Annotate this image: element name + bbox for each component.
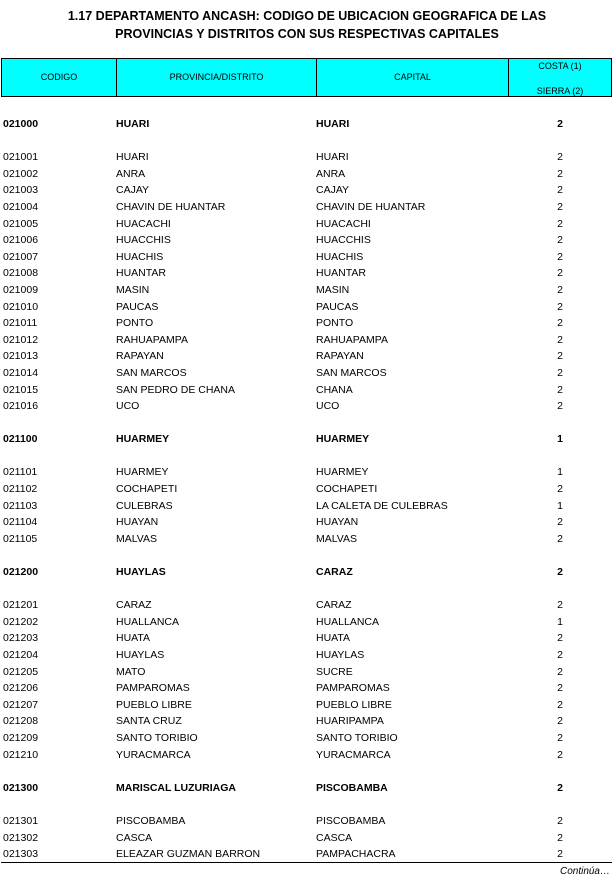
district-row [0,730,614,747]
district-row [0,332,614,349]
district-row [0,365,614,382]
name-cell: HUACHIS [116,250,164,263]
name-cell: COCHAPETI [116,483,178,496]
district-row [0,265,614,282]
capital-cell: HUARMEY [316,433,370,446]
code-cell: 021103 [3,499,38,512]
capital-cell: PAMPAROMAS [316,682,390,695]
code-cell: 021104 [3,516,38,529]
region-cell: 2 [557,350,563,363]
name-cell: HUAYLAS [116,566,166,579]
region-cell: 2 [557,483,563,496]
region-cell: 2 [557,649,563,661]
district-row [0,830,614,847]
district-row [0,232,614,249]
district-row [0,713,614,730]
region-cell: 2 [557,167,563,180]
code-cell: 021100 [3,433,38,446]
capital-cell: HUARI [316,151,349,164]
region-cell: 2 [557,234,563,247]
capital-cell: CHAVIN DE HUANTAR [316,200,426,213]
name-cell: SANTO TORIBIO [116,731,198,744]
code-cell: 021201 [3,599,39,612]
capital-cell: PAMPACHACRA [316,848,396,861]
capital-cell: YURACMARCA [316,748,391,761]
capital-cell: HUAYLAS [316,649,365,661]
spacer-row [0,415,614,432]
region-cell: 2 [557,731,563,744]
region-cell: 2 [557,283,563,296]
region-cell: 2 [557,267,563,280]
region-cell: 2 [557,599,563,612]
region-cell: 2 [557,814,563,827]
name-cell: HUACCHIS [116,234,171,247]
header-costa: COSTA (1) [538,61,582,71]
name-cell: CULEBRAS [116,499,173,512]
header-provincia-distrito: PROVINCIA/DISTRITO [117,59,317,96]
capital-cell: PUEBLO LIBRE [316,698,392,711]
region-cell: 2 [557,532,563,545]
district-row [0,846,614,863]
capital-cell: SANTO TORIBIO [316,731,398,744]
capital-cell: CAJAY [316,184,350,197]
code-cell: 021003 [3,184,39,197]
table-header [1,58,612,97]
name-cell: SAN PEDRO DE CHANA [116,383,236,396]
district-row [0,514,614,531]
code-cell: 021004 [3,200,39,213]
capital-cell: HUACHIS [316,250,364,263]
name-cell: SANTA CRUZ [116,715,182,728]
region-cell: 2 [557,566,563,579]
district-row [0,664,614,681]
region-cell: 2 [557,333,563,346]
capital-cell: LA CALETA DE CULEBRAS [316,499,448,512]
name-cell: MATO [116,665,146,678]
region-cell: 2 [557,184,563,197]
region-cell: 2 [557,715,563,728]
name-cell: CHAVIN DE HUANTAR [116,200,226,213]
capital-cell: HUAYAN [316,516,359,529]
spacer-row [0,448,614,465]
capital-cell: HUARI [316,118,350,130]
capital-cell: UCO [316,400,340,413]
region-cell: 2 [557,848,563,861]
district-row [0,216,614,233]
region-cell: 2 [557,698,563,711]
capital-cell: MALVAS [316,532,358,545]
code-cell: 021205 [3,665,39,678]
region-cell: 2 [557,250,563,263]
region-cell: 2 [557,366,563,379]
name-cell: RAHUAPAMPA [116,333,188,346]
district-row [0,299,614,316]
region-cell: 2 [557,516,563,529]
title-line-1: 1.17 DEPARTAMENTO ANCASH: CODIGO DE UBICACION GEOGRAFICA DE LAS [67,9,547,23]
capital-cell: HUANTAR [316,267,366,280]
capital-cell: COCHAPETI [316,483,378,496]
name-cell: SAN MARCOS [116,366,187,379]
code-cell: 021303 [3,848,39,861]
capital-cell: PISCOBAMBA [316,814,386,827]
district-row [0,680,614,697]
district-row [0,166,614,183]
code-cell: 021010 [3,300,39,313]
province-row [0,431,614,448]
code-cell: 021014 [3,366,39,379]
district-row [0,199,614,216]
district-row [0,747,614,764]
header-sierra: SIERRA (2) [536,86,584,96]
region-cell: 2 [557,682,563,695]
region-cell: 2 [557,300,563,313]
name-cell: HUARMEY [116,433,170,446]
region-cell: 2 [557,665,563,678]
name-cell: YURACMARCA [116,748,191,761]
capital-cell: HUACACHI [316,217,371,230]
name-cell: CARAZ [116,599,152,612]
district-row [0,249,614,266]
district-row [0,531,614,548]
name-cell: MARISCAL LUZURIAGA [116,781,236,794]
name-cell: HUARI [116,151,149,164]
code-cell: 021206 [3,682,39,695]
province-row [0,564,614,581]
district-row [0,348,614,365]
district-row [0,614,614,631]
header-region [509,59,611,96]
code-cell: 021101 [3,466,38,479]
code-cell: 021007 [3,250,39,263]
code-cell: 021011 [3,317,38,330]
region-cell: 1 [557,433,563,446]
capital-cell: SUCRE [316,665,353,678]
capital-cell: HUACCHIS [316,234,371,247]
code-cell: 021001 [3,151,39,164]
name-cell: MASIN [116,283,150,296]
district-row [0,282,614,299]
spacer-row [0,581,614,598]
name-cell: CAJAY [116,184,150,197]
code-cell: 021006 [3,234,39,247]
district-row [0,697,614,714]
region-cell: 2 [557,632,563,645]
code-cell: 021203 [3,632,39,645]
capital-cell: HUALLANCA [316,615,380,628]
district-row [0,481,614,498]
code-cell: 021210 [3,748,39,761]
code-cell: 021000 [3,118,39,130]
region-cell: 2 [557,317,563,330]
code-cell: 021013 [3,350,39,363]
district-row [0,630,614,647]
table-body [0,116,614,863]
district-row [0,813,614,830]
name-cell: PUEBLO LIBRE [116,698,192,711]
name-cell: HUARI [116,118,150,130]
region-cell: 1 [557,499,563,512]
region-cell: 2 [557,781,563,794]
capital-cell: CHANA [316,383,353,396]
district-row [0,498,614,515]
spacer-row [0,763,614,780]
district-row [0,647,614,664]
capital-cell: PONTO [316,317,354,330]
capital-cell: HUARMEY [316,466,369,479]
header-capital: CAPITAL [317,59,509,96]
name-cell: ELEAZAR GUZMAN BARRON [116,848,261,861]
district-row [0,182,614,199]
capital-cell: RAHUAPAMPA [316,333,388,346]
region-cell: 2 [557,748,563,761]
code-cell: 021016 [3,400,39,413]
name-cell: RAPAYAN [116,350,164,363]
name-cell: HUANTAR [116,267,166,280]
capital-cell: SAN MARCOS [316,366,387,379]
region-cell: 1 [557,615,563,628]
code-cell: 021202 [3,615,39,628]
name-cell: HUATA [116,632,151,645]
name-cell: HUAYAN [116,516,159,529]
province-row [0,116,614,133]
name-cell: UCO [116,400,140,413]
district-row [0,382,614,399]
code-cell: 021207 [3,698,39,711]
name-cell: ANRA [116,167,146,180]
code-cell: 021300 [3,781,39,794]
district-row [0,464,614,481]
code-cell: 021102 [3,483,38,496]
header-codigo: CODIGO [2,59,117,96]
code-cell: 021301 [3,814,39,827]
capital-cell: MASIN [316,283,350,296]
district-row [0,398,614,415]
region-cell: 2 [557,118,563,130]
spacer-row [0,796,614,813]
capital-cell: CARAZ [316,566,353,579]
code-cell: 021302 [3,831,39,844]
code-cell: 021012 [3,333,39,346]
region-cell: 2 [557,400,563,413]
region-cell: 2 [557,200,563,213]
name-cell: HUAYLAS [116,649,165,661]
name-cell: HUALLANCA [116,615,180,628]
code-cell: 021015 [3,383,39,396]
capital-cell: CARAZ [316,599,352,612]
region-cell: 1 [557,466,563,479]
district-row [0,149,614,166]
spacer-row [0,547,614,564]
district-row [0,597,614,614]
name-cell: CASCA [116,831,153,844]
capital-cell: ANRA [316,167,346,180]
code-cell: 021002 [3,167,39,180]
region-cell: 2 [557,151,563,164]
code-cell: 021105 [3,532,38,545]
region-cell: 2 [557,831,563,844]
code-cell: 021008 [3,267,39,280]
code-cell: 021200 [3,566,39,579]
capital-cell: PISCOBAMBA [316,781,388,794]
capital-cell: RAPAYAN [316,350,364,363]
name-cell: PONTO [116,317,154,330]
code-cell: 021204 [3,649,39,661]
name-cell: PISCOBAMBA [116,814,186,827]
name-cell: PAUCAS [116,300,159,313]
capital-cell: HUARIPAMPA [316,715,384,728]
code-cell: 021209 [3,731,39,744]
region-cell: 2 [557,383,563,396]
capital-cell: PAUCAS [316,300,359,313]
province-row [0,780,614,797]
district-row [0,315,614,332]
spacer-row [0,133,614,150]
table-bottom-rule [1,862,612,863]
name-cell: HUACACHI [116,217,171,230]
name-cell: MALVAS [116,532,158,545]
code-cell: 021005 [3,217,39,230]
capital-cell: HUATA [316,632,351,645]
title-line-2: PROVINCIAS Y DISTRITOS CON SUS RESPECTIVAS CAPITALES [115,27,499,41]
name-cell: PAMPAROMAS [116,682,190,695]
continua-note: Continúa… [559,866,610,877]
document-title [0,7,614,43]
name-cell: HUARMEY [116,466,169,479]
code-cell: 021009 [3,283,39,296]
code-cell: 021208 [3,715,39,728]
region-cell: 2 [557,217,563,230]
capital-cell: CASCA [316,831,353,844]
